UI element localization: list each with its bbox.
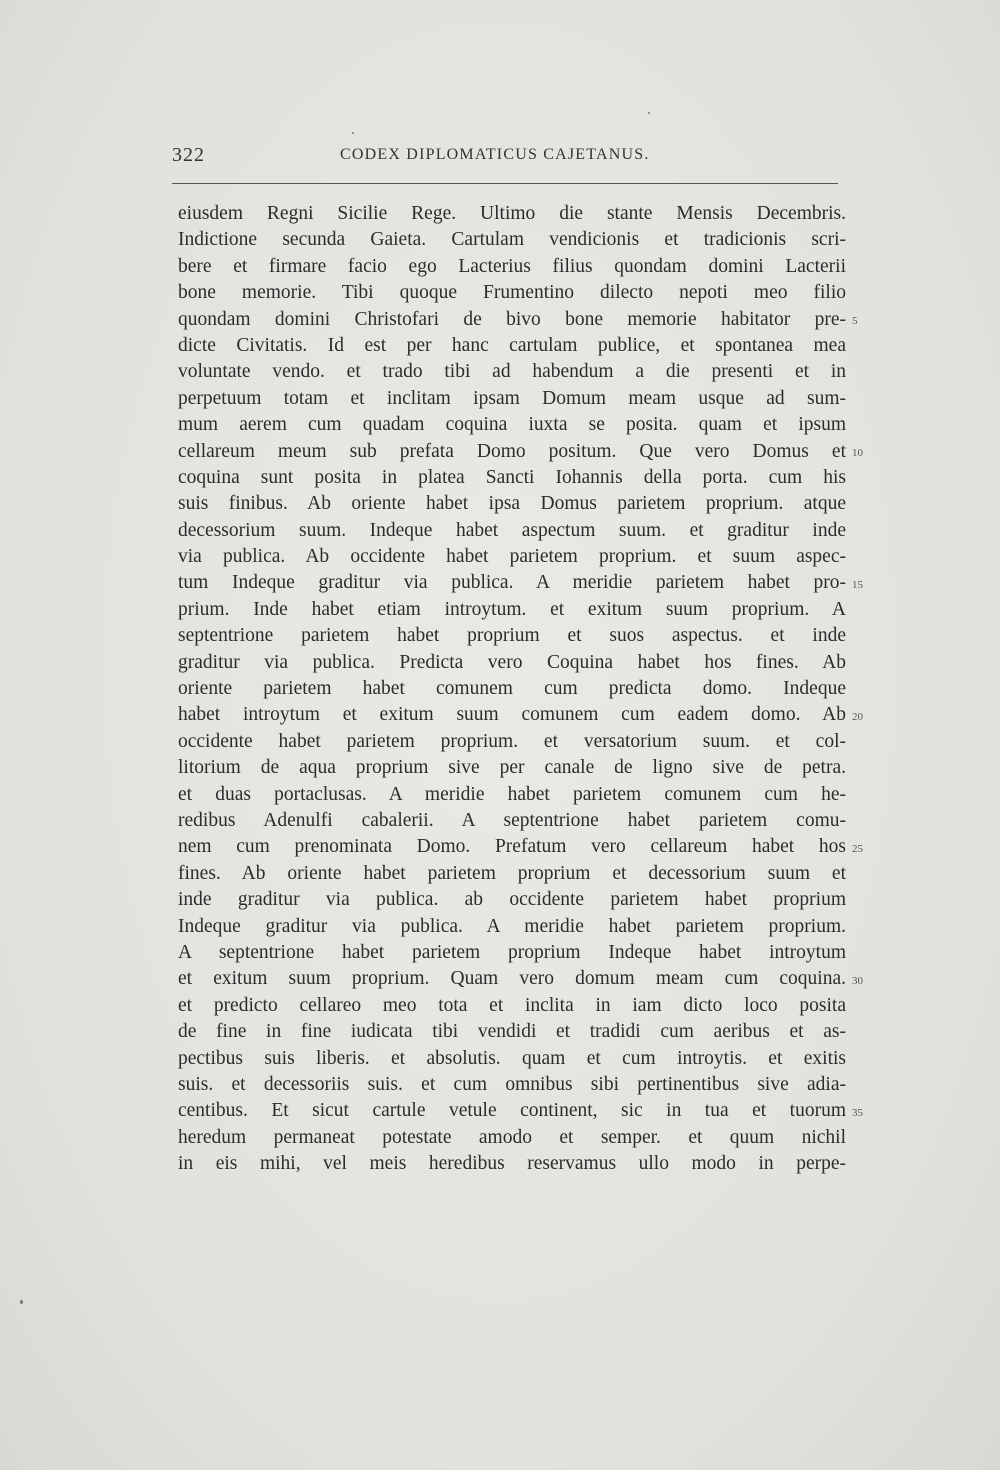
text-line: voluntate vendo. et trado tibi ad habendum a die presenti et in (178, 361, 846, 383)
text-line: et predicto cellareo meo tota et inclita in iam dicto loco posita (178, 994, 846, 1016)
text-line: de fine in fine iudicata tibi vendidi et tradidi cum aeribus et as- (178, 1021, 846, 1043)
text-line: inde graditur via publica. ab occidente parietem habet proprium (178, 889, 846, 911)
text-line: tum Indeque graditur via publica. A meridie parietem habet pro- (178, 572, 846, 594)
text-line: dicte Civitatis. Id est per hanc cartulam publice, et spontanea mea (178, 334, 846, 356)
text-line: pectibus suis liberis. et absolutis. quam et cum introytis. et exitis (178, 1047, 846, 1069)
page-number: 322 (172, 144, 205, 166)
print-speck (20, 1300, 23, 1304)
text-line: litorium de aqua proprium sive per canale de ligno sive de petra. (178, 757, 846, 779)
text-line: Indictione secunda Gaieta. Cartulam vendicionis et tradicionis scri- (178, 229, 846, 251)
text-line: suis finibus. Ab oriente habet ipsa Domus parietem proprium. atque (178, 493, 846, 515)
text-line: occidente habet parietem proprium. et versatorium suum. et col- (178, 730, 846, 752)
text-line: fines. Ab oriente habet parietem proprium et decessorium suum et (178, 862, 846, 884)
page-header (172, 142, 840, 172)
text-line: septentrione parietem habet proprium et suos aspectus. et inde (178, 625, 846, 647)
text-line: A septentrione habet parietem proprium Indeque habet introytum (178, 941, 846, 963)
text-line: in eis mihi, vel meis heredibus reservamus ullo modo in perpe- (178, 1153, 846, 1175)
header-rule (172, 183, 838, 184)
text-line: suis. et decessoriis suis. et cum omnibus sibi pertinentibus sive adia- (178, 1073, 846, 1095)
text-line: heredum permaneat potestate amodo et semper. et quum nichil (178, 1126, 846, 1148)
text-line: prium. Inde habet etiam introytum. et exitum suum proprium. A (178, 598, 846, 620)
text-line: oriente parietem habet comunem cum predicta domo. Indeque (178, 678, 846, 700)
line-number: 20 (852, 710, 863, 723)
text-line: bere et firmare facio ego Lacterius filius quondam domini Lacterii (178, 255, 846, 277)
text-line: nem cum prenominata Domo. Prefatum vero cellareum habet hos (178, 836, 846, 858)
running-title: CODEX DIPLOMATICUS CAJETANUS. (340, 146, 650, 163)
line-number: 35 (852, 1106, 863, 1119)
print-speck (648, 112, 650, 114)
line-number: 15 (852, 578, 863, 591)
text-line: decessorium suum. Indeque habet aspectum suum. et graditur inde (178, 519, 846, 541)
line-number: 5 (852, 314, 858, 327)
print-speck (352, 132, 354, 134)
line-number: 25 (852, 842, 863, 855)
text-line: perpetuum totam et inclitam ipsam Domum meam usque ad sum- (178, 387, 846, 409)
body-text (178, 201, 846, 1177)
text-line: via publica. Ab occidente habet parietem proprium. et suum aspec- (178, 546, 846, 568)
text-line: graditur via publica. Predicta vero Coquina habet hos fines. Ab (178, 651, 846, 673)
text-line: Indeque graditur via publica. A meridie habet parietem proprium. (178, 915, 846, 937)
text-line: habet introytum et exitum suum comunem cum eadem domo. Ab (178, 704, 846, 726)
text-line: cellareum meum sub prefata Domo positum. Que vero Domus et (178, 440, 846, 462)
text-line: et exitum suum proprium. Quam vero domum meam cum coquina. (178, 968, 846, 990)
line-number: 10 (852, 446, 863, 459)
text-line: et duas portaclusas. A meridie habet parietem comunem cum he- (178, 783, 846, 805)
line-number: 30 (852, 974, 863, 987)
text-line: mum aerem cum quadam coquina iuxta se posita. quam et ipsum (178, 414, 846, 436)
text-line: redibus Adenulfi cabalerii. A septentrione habet parietem comu- (178, 809, 846, 831)
text-line: quondam domini Christofari de bivo bone memorie habitator pre- (178, 308, 846, 330)
text-line: eiusdem Regni Sicilie Rege. Ultimo die stante Mensis Decembris. (178, 203, 846, 224)
text-line: centibus. Et sicut cartule vetule continent, sic in tua et tuorum (178, 1100, 846, 1122)
text-line: coquina sunt posita in platea Sancti Iohannis della porta. cum his (178, 466, 846, 488)
text-line: bone memorie. Tibi quoque Frumentino dilecto nepoti meo filio (178, 282, 846, 304)
